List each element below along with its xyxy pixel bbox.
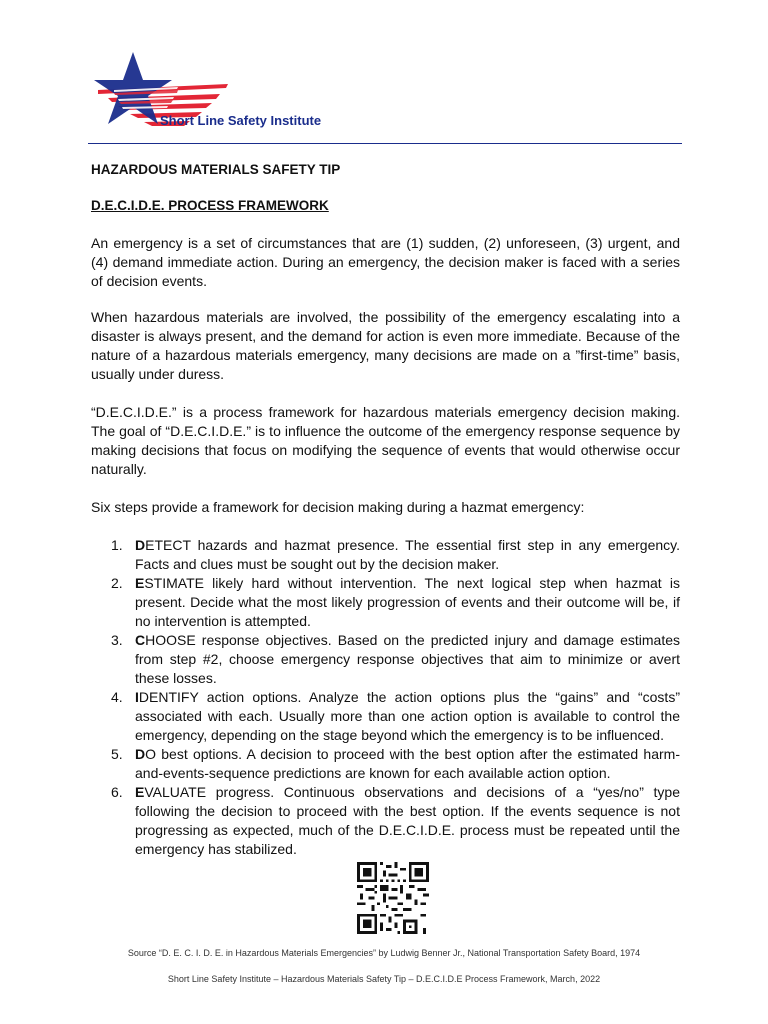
step-letter: C <box>135 632 146 648</box>
step-number: 5. <box>111 746 123 762</box>
list-item <box>91 688 680 745</box>
step-text: STIMATE likely hard without intervention. The next logical step when hazmat is present. Decide what the most likely progression of events and their outcome will be, if no intervention is attempted. <box>135 575 680 629</box>
step-text: ETECT hazards and hazmat presence. The essential first step in any emergency. Facts and clues must be sought out by the decision maker. <box>135 537 680 572</box>
step-number: 2. <box>111 575 123 591</box>
source-citation: Source “D. E. C. I. D. E. in Hazardous Materials Emergencies” by Ludwig Benner Jr., National Transportation Safety Board, 1974 <box>127 948 641 958</box>
paragraph-4: Six steps provide a framework for decision making during a hazmat emergency: <box>91 499 585 515</box>
qr-code-icon[interactable] <box>357 862 429 934</box>
step-letter: E <box>135 575 145 591</box>
decide-steps-list <box>91 536 680 859</box>
paragraph-3: “D.E.C.I.D.E.” is a process framework for hazardous materials emergency decision making. The goal of “D.E.C.I.D.E.” is to influence the outcome of the emergency response sequence by making decisions that focus on modifying the sequence of events that would otherwise occur naturally. <box>91 404 680 477</box>
step-number: 3. <box>111 632 123 648</box>
step-number: 4. <box>111 689 123 705</box>
step-letter: D <box>135 746 146 762</box>
list-item <box>91 745 680 783</box>
list-item <box>91 783 680 859</box>
step-letter: E <box>135 784 145 800</box>
step-text: DENTIFY action options. Analyze the action options plus the “gains” and “costs” associated with each. Usually more than one action option is available to control the emergency, depending on the stage beyond which the emergency is to be influenced. <box>135 689 680 743</box>
paragraph-2: When hazardous materials are involved, the possibility of the emergency escalating into a disaster is always present, and the demand for action is even more immediate. Because of the nature of a hazardous materials emergency, many decisions are made on a ”first-time” basis, usually under duress. <box>91 309 680 382</box>
list-item <box>91 631 680 688</box>
paragraph-1: An emergency is a set of circumstances that are (1) sudden, (2) unforeseen, (3) urgent, and (4) demand immediate action. During an emergency, the decision maker is faced with a series of decision events. <box>91 235 680 289</box>
step-letter: I <box>135 689 139 705</box>
list-item <box>91 536 680 574</box>
step-number: 6. <box>111 784 123 800</box>
step-text: HOOSE response objectives. Based on the predicted injury and damage estimates from step #2, choose emergency response objectives that aim to minimize or avert these losses. <box>135 632 680 686</box>
step-text: VALUATE progress. Continuous observations and decisions of a “yes/no” type following the decision to proceed with the best option. If the events sequence is not progressing as expected, much of the D.E.C.I.D.E. process must be repeated until the emergency has stabilized. <box>135 784 680 857</box>
document-title: HAZARDOUS MATERIALS SAFETY TIP <box>91 162 341 177</box>
step-number: 1. <box>111 537 123 553</box>
document-subtitle: D.E.C.I.D.E. PROCESS FRAMEWORK <box>91 198 329 213</box>
list-item <box>91 574 680 631</box>
page-footer: Short Line Safety Institute – Hazardous Materials Safety Tip – D.E.C.I.D.E Process Framework, March, 2022 <box>167 974 601 984</box>
step-text: O best options. A decision to proceed with the best option after the estimated harm-and-events-sequence predictions are known for each available action option. <box>135 746 680 781</box>
org-name: Short Line Safety Institute <box>160 113 322 128</box>
header-divider <box>88 143 682 144</box>
step-letter: D <box>135 537 146 553</box>
